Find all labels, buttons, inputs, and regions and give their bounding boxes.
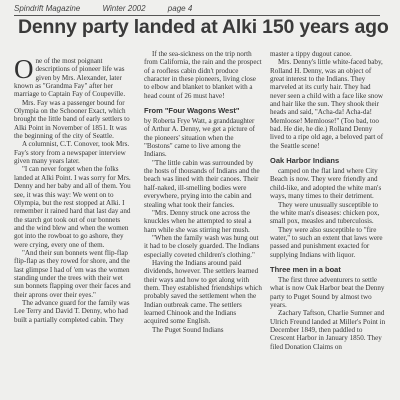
article-headline: Denny party landed at Alki 150 years ago	[18, 16, 389, 38]
paragraph: Zachary Taftson, Charlie Sumner and Ulrich Freund landed at Miller's Point in December 1849, then paddled to Crescent Harbor in January 1850. They filed Donation Claims on	[270, 309, 386, 351]
lead-paragraph: One of the most poignant descriptions of pioneer life was given by Mrs. Alexander, later known as "Grandma Fay" after her marriage to Captain Fay of Coupeville.	[14, 57, 126, 99]
byline-paragraph: by Roberta Frye Watt, a granddaughter of Arthur A. Denny, we get a picture of the pioneers' situation when the "Bostons" came to live among the Indians.	[144, 117, 256, 159]
paragraph: master a tippy dugout canoe.	[270, 50, 352, 58]
paragraph: The advance guard for the family was Lee Terry and David T. Denny, who had built a partially completed cabin. They	[14, 298, 130, 324]
paragraph: The Puget Sound Indians	[152, 325, 224, 334]
page-number: page 4	[167, 4, 193, 13]
paragraph: "When the family wash was hung out it had to be closely guarded. The Indians especially coveted children's clothing."	[144, 233, 260, 259]
paragraph: "I can never forget when the folks landed at Alki Point. I was sorry for Mrs. Denny and her baby and all of them. You see, it was this way: We went on to Olympia, but the rest stopped at Alki. I remember it rained hard that last day and the starch got took out of our bonnets and the wind blew and when the women got into the rowboat to go ashore, they were crying, every one of them.	[14, 165, 131, 249]
paragraph: They were also susceptible to "fire water," to such an extent that laws were passed and punishment exacted for supplying Indians with liquor.	[270, 225, 383, 259]
section-subhead: From "Four Wagons West"	[144, 106, 240, 116]
paragraph: If the sea-sickness on the trip north from California, the rain and the prospect of a roofless cabin didn't produce character in these pioneers, living close to elbow and blanket to blanket with a head count of 26 must have!	[144, 50, 262, 100]
section-subhead: Oak Harbor Indians	[270, 156, 340, 166]
paragraph: They were unusually susceptible to the white man's diseases: chicken pox, small pox, measles and tuberculosis.	[270, 200, 380, 226]
paragraph: "Mrs. Denny struck one across the knuckles when he attempted to steal a ham while she was stirring her mush.	[144, 208, 252, 234]
paragraph: Having the Indians around paid dividends, however. The settlers learned their ways and how to get along with them. They established friendships which probably saved the settlement when the Indian outbreak came. The settlers learned Chinook and the Indians acquired some English.	[144, 258, 262, 326]
article-column-2	[144, 50, 262, 395]
paragraph: Mrs. Fay was a passenger bound for Olympia on the Schooner Exact, which brought the little band of early settlers to Alki Point in November of 1851. It was the beginning of the city of Seattle.	[14, 98, 130, 141]
issue-date: Winter 2002	[102, 4, 146, 13]
paragraph: A columnist, C.T. Conover, took Mrs. Fay's story from a newspaper interview given many years later.	[14, 140, 130, 166]
section-subhead: Three men in a boat	[270, 264, 341, 274]
article-column-1	[14, 57, 132, 400]
paragraph: The first three adventurers to settle what is now Oak Harbor beat the Denny party to Puget Sound by almost two years.	[270, 275, 385, 309]
publication-name: Spindrift Magazine	[14, 4, 81, 13]
paragraph: "The little cabin was surrounded by the hosts of thousands of Indians and the beach was lined with their canoes. Their half-naked, ill-smelling bodies were everywhere, prying into the cabin and stealing what took their fancies.	[144, 158, 260, 209]
paragraph: camped on the flat land where City Beach is now. They were friendly and child-like, and adopted the white man's ways, many times to their detriment.	[270, 167, 382, 201]
paragraph: "And their sun bonnets went flip-flap flip-flap as they rowed for shore, and the last glimpse I had of 'em was the women standing under the trees with their wet sun bonnets flapping over their faces and their aprons over their eyes."	[14, 248, 131, 299]
article-column-3	[270, 50, 386, 395]
magazine-page	[8, 2, 392, 400]
paragraph: Mrs. Denny's little white-faced baby, Rolland H. Denny, was an object of great interest to the Indians. They marveled at its curly hair. They had never seen a child with a face like snow and hair like the sun. They shook their heads and said, "Acha-da! Acha-da! Memloose! Memloose!" (Too bad, too bad. He die, he die.) Rolland Denny lived to a ripe old age, a beloved part of the Seattle scene!	[270, 58, 384, 150]
drop-cap: O	[14, 57, 34, 84]
page-header	[14, 4, 380, 14]
